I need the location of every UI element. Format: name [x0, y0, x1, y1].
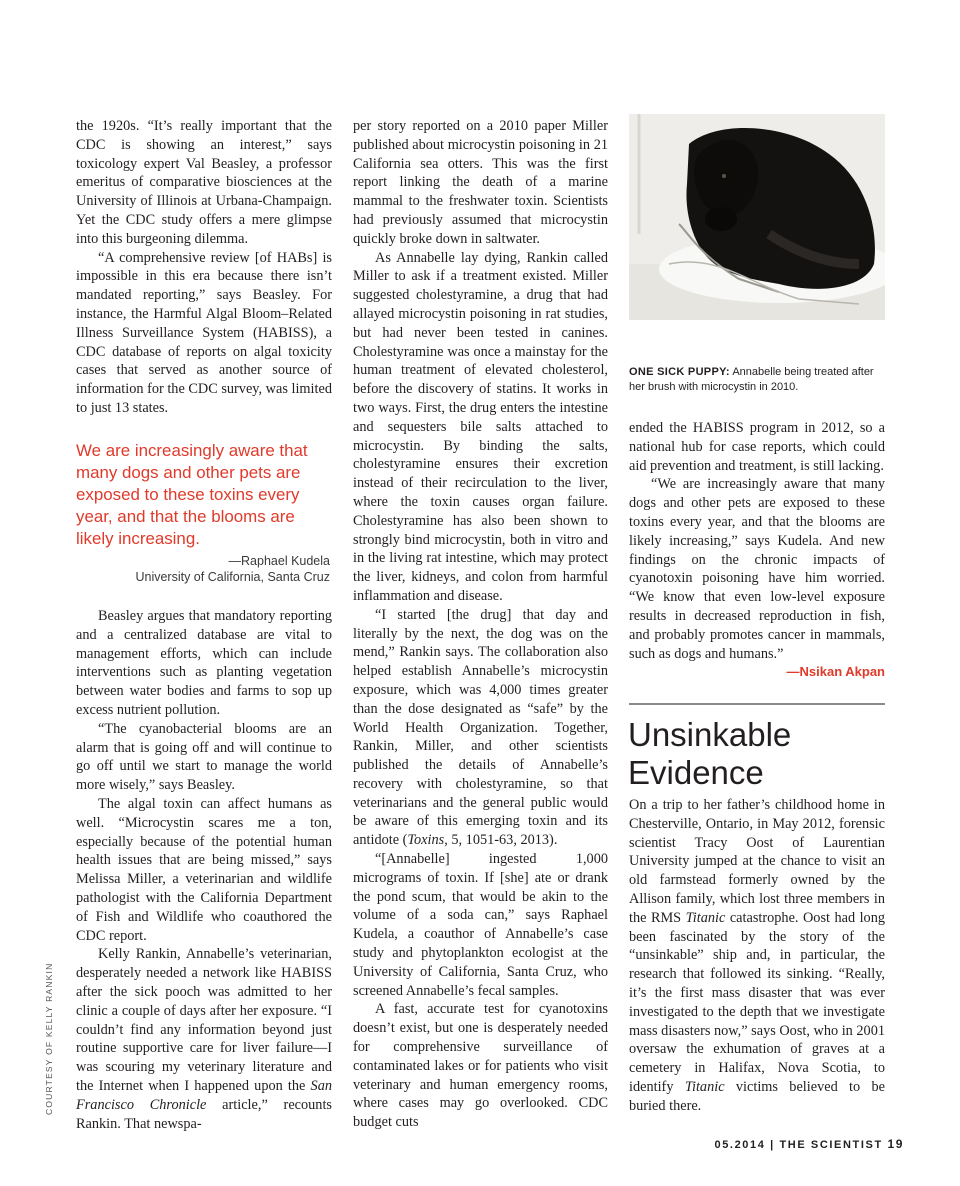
issue-date: 05.2014	[714, 1139, 766, 1151]
paragraph: “The cyanobacterial blooms are an alarm that is going off and will continue to go off until we start to manage the world more wisely,” says Beasley.	[76, 720, 332, 794]
dog-photo-illustration	[629, 114, 885, 320]
paragraph: Kelly Rankin, Annabelle’s veterinarian, desperately needed a network like HABISS after the sick pooch was admitted to her clinic a couple of days after her exposure. “I couldn’t find any information beyond just routine supportive care for liver failure—I was scouring my veterinary literature and the Internet when I happened upon the San Francisco Chronicle article,” recounts Rankin. That newspa-	[76, 946, 332, 1132]
column-1-continued	[76, 607, 332, 1133]
attribution-affiliation: University of California, Santa Cruz	[135, 570, 330, 584]
paragraph: “A comprehensive review [of HABs] is impossible in this era because there isn’t mandated reporting,” says Beasley. For instance, the Harmful Algal Bloom–Related Illness Surveillance System (HABISS), a CDC database of reports on algal toxicity cases that served as another source of information for the CDC survey, was limited to just 13 states.	[76, 249, 332, 416]
dog-photo	[629, 114, 885, 320]
photo-credit: COURTESY OF KELLY RANKIN	[44, 962, 54, 1115]
paragraph: The algal toxin can affect humans as well. “Microcystin scares me a ton, especially because of the potential human health issues that are being missed,” says Melissa Miller, a veterinarian and wildlife pathologist with the California Department of Fish and Wildlife who coauthored the CDC report.	[76, 795, 332, 944]
paragraph: As Annabelle lay dying, Rankin called Miller to ask if a treatment existed. Miller suggested cholestyramine, a drug that had allayed microcystin poisoning in rat studies, but had never been tested in canines. Cholestyramine was once a mainstay for the human treatment of elevated cholesterol, before the discovery of statins. It works in two ways. First, the drug enters the intestine and sequesters bile salts attached to microcystin. By binding the salts, cholestyramine ensures their excretion instead of their recirculation to the liver, where the toxin causes organ failure. Cholestyramine has also been shown to strongly bind microcystin, both in vitro and in the living rat intestine, which may protect the liver, kidneys, and colon from harmful inflammation and disease.	[353, 249, 608, 604]
paragraph: “I started [the drug] that day and literally by the next, the dog was on the mend,” Rankin says. The collaboration also helped establish Annabelle’s microcystin exposure, which was 4,000 times greater than the dose designated as “safe” by the World Health Organization. Together, Rankin, Miller, and other scientists published the details of Annabelle’s recovery with cholestyramine, so that veterinarians and the general public would be aware of this emerging toxin and its antidote (Toxins, 5, 1051-63, 2013).	[353, 606, 608, 849]
paragraph: Beasley argues that mandatory reporting and a centralized database are vital to management efforts, which can include interventions such as planting vegetation between water bodies and farms to sop up excess nutrient pollution.	[76, 608, 332, 718]
paragraph: On a trip to her father’s childhood home in Chesterville, Ontario, in May 2012, forensic scientist Tracy Oost of Laurentian University jumped at the chance to visit an old farmstead formerly owned by the Allison family, which lost three members in the RMS Titanic catastrophe. Oost had long been fascinated by the story of the “unsinkable” ship and, in particular, the research that followed its sinking. “Really, it’s the first mass disaster that was ever investigated to the depth that we investigate mass disasters now,” says Oost, who in 2001 oversaw the exhumation of graves at a cemetery in Halifax, Nova Scotia, to identify Titanic victims believed to be buried there.	[629, 797, 886, 1114]
page-folio	[715, 1137, 905, 1151]
column-3	[629, 419, 885, 663]
magazine-name: THE SCIENTIST	[779, 1139, 883, 1151]
paragraph: “[Annabelle] ingested 1,000 micrograms of toxin. If [she] ate or drank the pond scum, that would be akin to the volume of a soda can,” says Raphael Kudela, a coauthor of Annabelle’s case study and phytoplankton ecologist at the University of California, Santa Cruz, who screened Annabelle’s fecal samples.	[353, 851, 608, 999]
paragraph: per story reported on a 2010 paper Miller published about microcystin poisoning in 21 California sea otters. This was the first report linking the death of a marine mammal to the freshwater toxin. Scientists had previously assumed that microcystin quickly broke down in saltwater.	[353, 118, 608, 247]
pull-quote-attribution	[76, 553, 330, 585]
paragraph: “We are increasingly aware that many dogs and other pets are exposed to these toxins every year, and that the blooms are likely increasing,” says Kudela. And new findings on the chronic impacts of cyanotoxin poisoning have him worried. “We know that even low-level exposure results in decreased reproduction in fish, and probably promotes cancer in mammals, such as dogs and humans.”	[629, 476, 885, 662]
photo-caption	[629, 365, 891, 395]
column-3-section	[629, 796, 885, 1116]
attribution-name: —Raphael Kudela	[228, 554, 330, 568]
pull-quote: We are increasingly aware that many dogs and other pets are exposed to these toxins every year, and that the blooms are likely increasing.	[76, 441, 308, 548]
paragraph: the 1920s. “It’s really important that the CDC is showing an interest,” says toxicology expert Val Beasley, a professor emeritus of comparative biosciences at the University of Illinois at Urbana-Champaign. Yet the CDC study offers a mere glimpse into this burgeoning dilemma.	[76, 118, 332, 247]
column-1	[76, 117, 332, 418]
caption-label: ONE SICK PUPPY:	[629, 366, 730, 378]
caption-text: Annabelle being treated after her brush with microcystin in 2010.	[629, 366, 874, 393]
page-number: 19	[887, 1137, 904, 1151]
paragraph: A fast, accurate test for cyanotoxins doesn’t exist, but one is desperately needed for comprehensive surveillance of contaminated lakes or for patients who visit veterinary and human emergency rooms, where cases may go overlooked. CDC budget cuts	[353, 1001, 608, 1131]
paragraph: ended the HABISS program in 2012, so a national hub for case reports, which could aid prevention and treatment, is still lacking.	[629, 420, 885, 474]
folio-separator: |	[770, 1139, 775, 1151]
section-divider	[629, 703, 885, 705]
section-headline: Unsinkable Evidence	[628, 716, 792, 791]
column-2	[353, 117, 608, 1132]
author-signoff: —Nsikan Akpan	[786, 664, 885, 679]
